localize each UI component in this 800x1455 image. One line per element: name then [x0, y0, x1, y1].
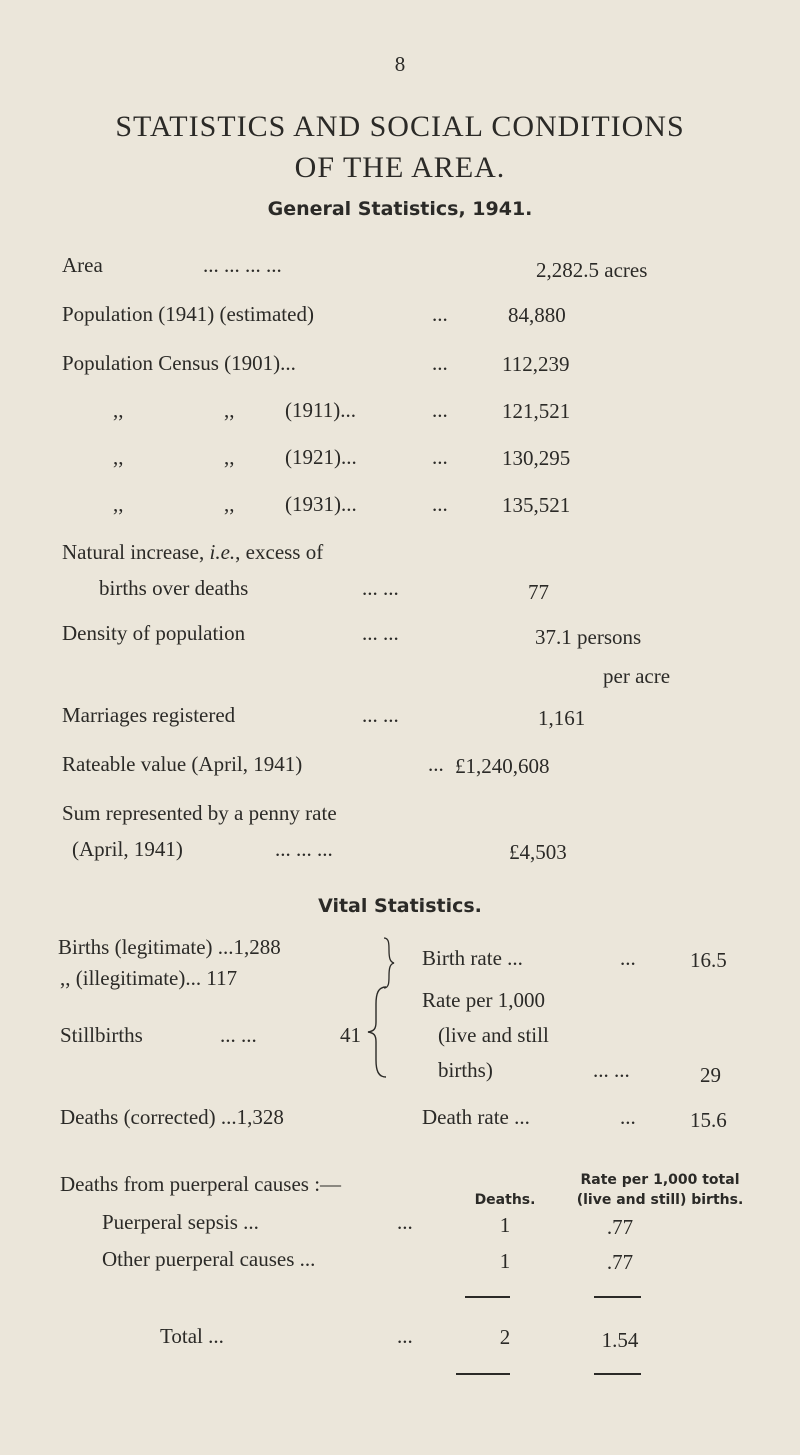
puerperal-sepsis-rate: .77	[606, 1215, 634, 1239]
density-label: Density of population	[62, 621, 246, 645]
population-estimated-label: Population (1941) (estimated)	[62, 302, 314, 326]
natural-increase-text-b: , excess of	[235, 540, 324, 564]
deaths-total-rule	[456, 1373, 510, 1375]
birth-rate-dots: ...	[620, 946, 636, 970]
rate-per-1000-line3: births)	[438, 1058, 493, 1082]
rate-total-rule	[594, 1373, 641, 1375]
other-puerperal-deaths: 1	[499, 1249, 511, 1273]
census-1921-label: (1921)...	[285, 445, 357, 469]
rateable-value-dots: ...	[428, 752, 444, 776]
marriages-label: Marriages registered	[62, 703, 236, 727]
puerperal-heading: Deaths from puerperal causes :—	[60, 1172, 342, 1196]
marriages-value: 1,161	[538, 706, 586, 730]
rate-per-1000-value: 29	[700, 1063, 721, 1087]
census-1911-value: 121,521	[502, 399, 571, 423]
total-rate: 1.54	[601, 1328, 639, 1352]
area-value: 2,282.5 acres	[536, 258, 648, 282]
total-dots: ...	[397, 1324, 413, 1348]
census-1901-dots: ...	[432, 351, 448, 375]
page-title-line1: STATISTICS AND SOCIAL CONDITIONS	[115, 110, 685, 143]
census-1911-ditto-2: ,,	[224, 398, 235, 422]
deaths-corrected: Deaths (corrected) ...1,328	[60, 1105, 284, 1129]
deaths-column-header: Deaths.	[474, 1192, 536, 1208]
area-leader-dots: ... ... ... ...	[203, 253, 282, 277]
census-1921-ditto-2: ,,	[224, 445, 235, 469]
census-1921-ditto-1: ,,	[113, 445, 124, 469]
natural-increase-value: 77	[528, 580, 549, 604]
births-illegitimate: ,, (illegitimate)... 117	[60, 966, 238, 990]
penny-rate-line2: (April, 1941)	[72, 837, 183, 861]
density-value-line2: per acre	[603, 664, 671, 688]
rateable-value-label: Rateable value (April, 1941)	[62, 752, 303, 776]
census-1931-label: (1931)...	[285, 492, 357, 516]
census-1901-label: Population Census (1901)...	[62, 351, 296, 375]
vital-statistics-heading: Vital Statistics.	[318, 895, 482, 917]
births-brace-icon	[380, 936, 398, 990]
penny-rate-line1: Sum represented by a penny rate	[62, 801, 337, 825]
page-title-line2: OF THE AREA.	[294, 151, 506, 184]
birth-rate-value: 16.5	[690, 948, 727, 972]
stillbirths-dots: ... ...	[220, 1023, 257, 1047]
rate-per-1000-line2: (live and still	[438, 1023, 549, 1047]
other-puerperal-label: Other puerperal causes ...	[102, 1247, 316, 1271]
natural-increase-text-a: Natural increase,	[62, 540, 210, 564]
penny-rate-value: £4,503	[509, 840, 567, 864]
birth-rate-label: Birth rate ...	[422, 946, 523, 970]
census-1901-value: 112,239	[502, 352, 570, 376]
natural-increase-line2: births over deaths	[99, 576, 249, 600]
rate-column-header-line1: Rate per 1,000 total	[580, 1172, 740, 1188]
penny-rate-dots: ... ... ...	[275, 837, 333, 861]
census-1931-ditto-1: ,,	[113, 492, 124, 516]
total-label: Total ...	[160, 1324, 224, 1348]
puerperal-sepsis-dots: ...	[397, 1210, 413, 1234]
density-value-line1: 37.1 persons	[535, 625, 642, 649]
census-1911-dots: ...	[432, 398, 448, 422]
total-deaths: 2	[499, 1325, 511, 1349]
marriages-dots: ... ...	[362, 703, 399, 727]
census-1931-value: 135,521	[502, 493, 571, 517]
population-estimated-value: 84,880	[508, 303, 566, 327]
natural-increase-line1	[62, 540, 323, 565]
page-number: 8	[394, 52, 406, 76]
rate-subtotal-rule	[594, 1296, 641, 1298]
natural-increase-ie: i.e.	[209, 540, 236, 564]
natural-increase-dots: ... ...	[362, 576, 399, 600]
census-1911-label: (1911)...	[285, 398, 356, 422]
puerperal-sepsis-deaths: 1	[499, 1213, 511, 1237]
stillbirths-brace-icon	[364, 984, 390, 1080]
rateable-value-value: £1,240,608	[455, 754, 550, 778]
general-statistics-heading: General Statistics, 1941.	[267, 198, 533, 220]
stillbirths-label: Stillbirths	[60, 1023, 143, 1047]
rate-per-1000-line1: Rate per 1,000	[422, 988, 546, 1012]
census-1931-dots: ...	[432, 492, 448, 516]
stillbirths-value: 41	[340, 1023, 361, 1047]
area-label: Area	[62, 253, 103, 277]
rate-per-1000-dots: ... ...	[593, 1058, 630, 1082]
death-rate-value: 15.6	[690, 1108, 727, 1132]
census-1921-dots: ...	[432, 445, 448, 469]
births-legitimate: Births (legitimate) ...1,288	[58, 935, 281, 959]
census-1931-ditto-2: ,,	[224, 492, 235, 516]
death-rate-dots: ...	[620, 1105, 636, 1129]
census-1911-ditto-1: ,,	[113, 398, 124, 422]
death-rate-label: Death rate ...	[422, 1105, 530, 1129]
other-puerperal-rate: .77	[606, 1250, 634, 1274]
density-dots: ... ...	[362, 621, 399, 645]
puerperal-sepsis-label: Puerperal sepsis ...	[102, 1210, 259, 1234]
rate-column-header-line2: (live and still) births.	[576, 1192, 744, 1208]
deaths-subtotal-rule	[465, 1296, 510, 1298]
population-estimated-dots: ...	[432, 302, 448, 326]
census-1921-value: 130,295	[502, 446, 571, 470]
